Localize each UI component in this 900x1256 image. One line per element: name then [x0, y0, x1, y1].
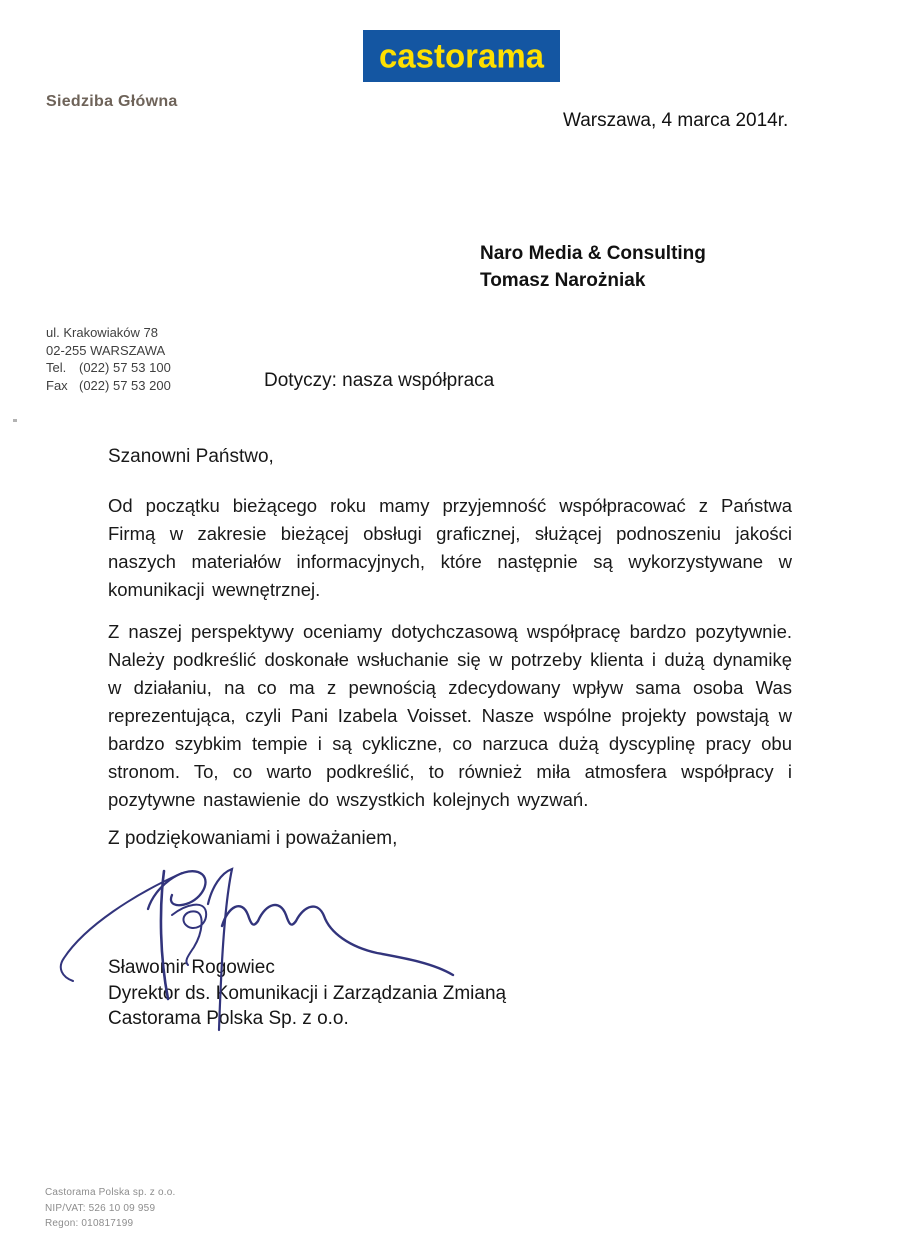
closing-line: Z podziękowaniami i poważaniem,	[108, 828, 398, 849]
castorama-logo-text: castorama	[378, 36, 545, 75]
address-street: ul. Krakowiaków 78	[46, 325, 158, 340]
fax-value: (022) 57 53 200	[79, 377, 171, 393]
tel-value: (022) 57 53 100	[79, 360, 171, 375]
recipient-block	[480, 240, 706, 294]
scan-speck	[13, 419, 17, 422]
handwritten-signature-icon	[55, 862, 475, 1042]
tel-label: Tel.	[46, 360, 67, 375]
dateline: Warszawa, 4 marca 2014r.	[563, 110, 789, 131]
castorama-logo	[363, 30, 560, 82]
office-label: Siedziba Główna	[46, 93, 178, 110]
body-paragraph-2: Z naszej perspektywy oceniamy dotychczasową współpracę bardzo pozytywnie. Należy podkreślić doskonałe wsłuchanie się w potrzeby klienta i dużą dynamikę w działaniu, na co ma z pewnością zdecydowany wpływ sama osoba Was reprezentująca, czyli Pani Izabela Voisset. Nasze wspólne projekty powstają w bardzo szybkim tempie i są cykliczne, co narzuca dużą dyscyplinę pracy obu stronom. To, co warto podkreślić, to również miła atmosfera współpracy i pozytywne nastawienie do wszystkich kolejnych wyzwań.	[108, 621, 792, 810]
address-city: 02-255 WARSZAWA	[46, 342, 166, 358]
subject-line: Dotyczy: nasza współpraca	[264, 370, 495, 391]
fax-label: Fax	[46, 377, 68, 393]
recipient-company: Naro Media & Consulting	[480, 243, 706, 264]
salutation: Szanowni Państwo,	[108, 446, 274, 467]
address-tel-row	[46, 359, 171, 377]
signatory-company: Castorama Polska Sp. z o.o.	[108, 1008, 349, 1029]
footer-company: Castorama Polska sp. z o.o.	[45, 1187, 176, 1198]
recipient-name: Tomasz Narożniak	[480, 270, 646, 291]
body-paragraph-1: Od początku bieżącego roku mamy przyjemność współpracować z Państwa Firmą w zakresie bieżącej obsługi graficznej, służącej podnoszeniu jakości naszych materiałów informacyjnych, które następnie są wykorzystywane w komunikacji wewnętrznej.	[108, 495, 792, 600]
footer-nip: NIP/VAT: 526 10 09 959	[45, 1202, 156, 1214]
footer-regon: Regon: 010817199	[45, 1218, 134, 1229]
signatory-title: Dyrektor ds. Komunikacji i Zarządzania Zmianą	[108, 982, 507, 1004]
signatory-name: Sławomir Rogowiec	[108, 957, 275, 978]
sender-address-block	[46, 324, 171, 394]
address-fax-row	[46, 377, 171, 395]
footer-block	[45, 1185, 175, 1232]
